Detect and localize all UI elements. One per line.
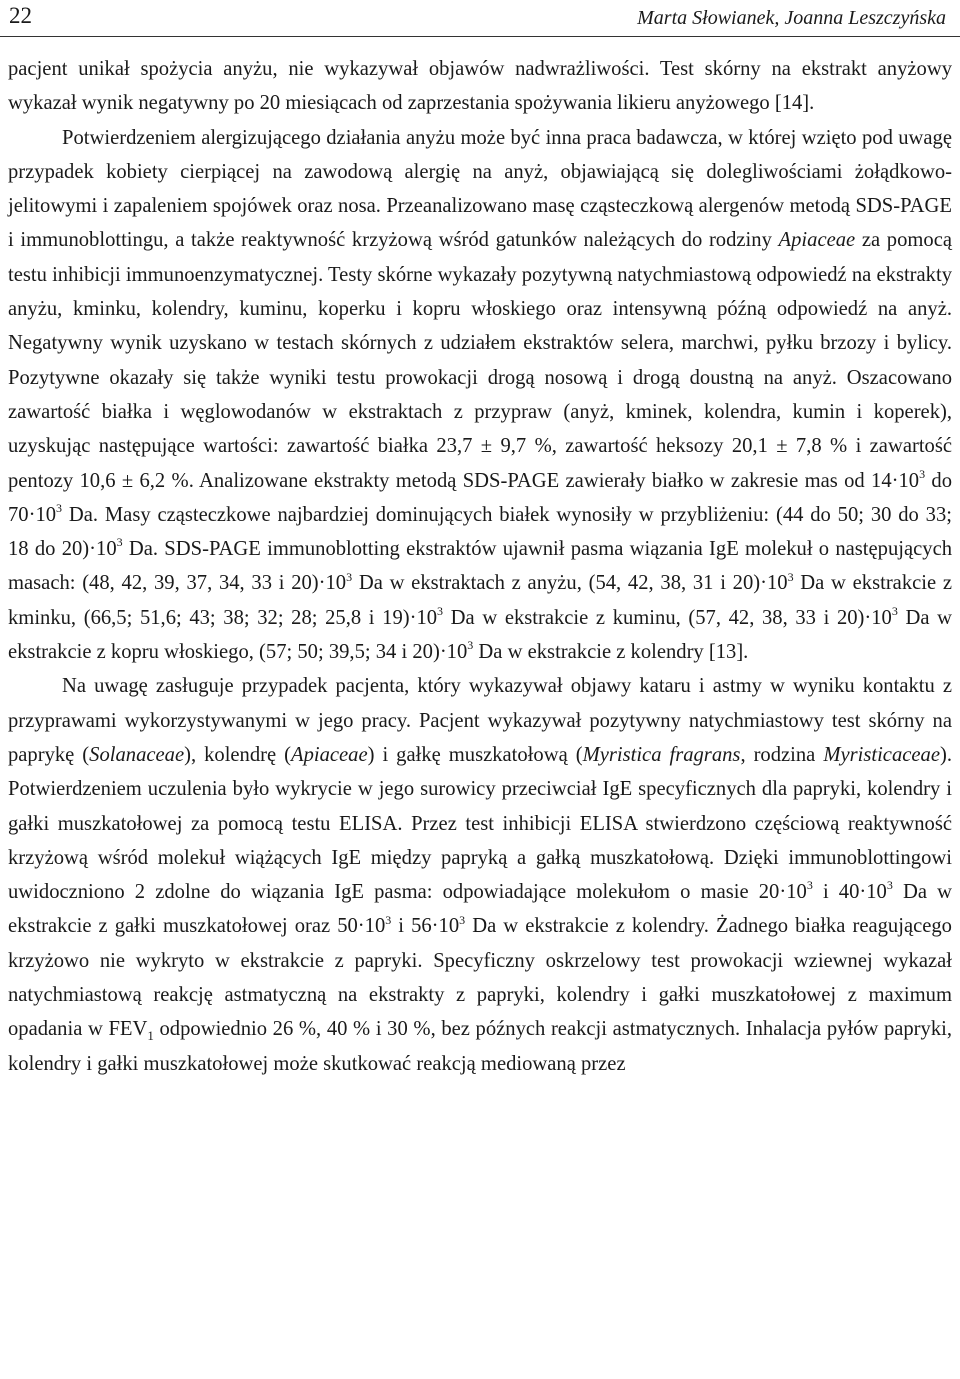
text-run: Da w ekstrakcie z kuminu, (57, 42, 38, 33 i 20)·10 (443, 606, 892, 629)
exponent: 3 (806, 878, 813, 893)
text-run: Da w ekstrakcie z gałki muszkatołowej oraz 50·10 (8, 881, 952, 938)
header-rule (0, 36, 960, 37)
text-run: Da w ekstrakcie z kopru włoskiego, (57; 50; 39,5; 34 i 20)·10 (8, 606, 953, 664)
taxon-name: Myristica fragrans (582, 743, 741, 766)
text-run: Na uwagę zasługuje przypadek pacjenta, który wykazywał objawy kataru i astmy w wyniku kontaktu z przyprawami wykorzystywanymi w jego pracy. Pacjent wykazywał pozytywny natychmiastowy test skórny na paprykę ( (8, 675, 952, 766)
exponent: 3 (891, 603, 898, 618)
paragraph-spice-worker-case (8, 669, 952, 1081)
text-run: za pomocą testu inhibicji immunoenzymatycznej. Testy skórne wykazały pozytywną natychmiastową odpowiedź na ekstrakty anyżu, kminku, kolendry, kuminu, koperku i kopru włoskiego oraz intensywną późną odpowiedź na anyż. Negatywny wynik uzyskano w testach skórnych z udziałem ekstraktów selera, marchwi, pyłku brzozy i bylicy. Pozytywne okazały się także wyniki testu prowokacji drogą nosową i drogą doustną na anyż. Oszacowano zawartość białka i węglowodanów w ekstraktach z przypraw (anyż, kminek, kolendra, kumin i koperek), uzyskując następujące wartości: zawartość białka 23,7 ± 9,7 %, zawartość heksozy 20,1 ± 7,8 % i zawartość pentozy 10,6 ± 6,2 %. Analizowane ekstrakty metodą SDS-PAGE zawierały białko w zakresie mas od 14·10 (8, 229, 952, 492)
text-run: ). Potwierdzeniem uczulenia było wykrycie w jego surowicy przeciwciał IgE specyficznych dla papryki, kolendry i gałki muszkatołowej za pomocą testu ELISA. Przez test inhibicji ELISA stwierdzono częściową reaktywność krzyżową wśród molekuł wiążących IgE między papryką a gałką muszkatołową. Dzięki immunoblottingowi uwidoczniono 2 zdolne do wiązania IgE pasma: odpowiadające molekułom o masie 20·10 (8, 743, 952, 904)
exponent: 3 (886, 878, 893, 893)
text-run: Da w ekstrakcie z kminku, (66,5; 51,6; 43; 38; 32; 28; 25,8 i 19)·10 (8, 572, 952, 629)
text-run: Da w ekstrakcie z kolendry [13]. (473, 641, 749, 664)
text-run: i 40·10 (812, 881, 887, 904)
taxon-name: Solanaceae (89, 743, 185, 766)
paragraph-continuation (8, 52, 952, 121)
text-run: pacjent unikał spożycia anyżu, nie wykazywał objawów nadwrażliwości. Test skórny na ekstrakt anyżowy wykazał wynik negatywny po 20 miesiącach od zaprzestania spożywania likieru anyżowego [14]. (8, 58, 952, 115)
exponent: 3 (919, 466, 926, 481)
text-run: ), kolendrę ( (184, 743, 291, 766)
taxon-name: Apiaceae (291, 743, 368, 766)
taxon-name: Apiaceae (778, 229, 856, 252)
text-run: Da w ekstraktach z anyżu, (54, 42, 38, 31 i 20)·10 (352, 572, 788, 595)
text-run: ) i gałkę muszkatołową ( (367, 743, 583, 766)
taxon-name: Myristicaceae (823, 743, 940, 766)
text-run: Da. SDS-PAGE immunoblotting ekstraktów ujawnił pasma wiązania IgE molekuł o następujących masach: (48, 42, 39, 37, 34, 33 i 20)·10 (8, 538, 953, 595)
page-number: 22 (9, 3, 32, 28)
exponent: 3 (385, 912, 392, 927)
text-run: Da. Masy cząsteczkowe najbardziej dominujących białek wynosiły w przybliżeniu: (44 do 50; 30 do 33; 18 do 20)·10 (8, 503, 952, 561)
exponent: 3 (467, 638, 474, 653)
running-head-authors: Marta Słowianek, Joanna Leszczyńska (637, 7, 946, 29)
exponent: 3 (459, 912, 466, 927)
text-run: i 56·10 (391, 915, 460, 938)
exponent: 3 (56, 501, 63, 515)
body-text (8, 52, 952, 1081)
text-run: , rodzina (740, 743, 824, 766)
text-run: odpowiednio 26 %, 40 % i 30 %, bez późnych reakcji astmatycznych. Inhalacja pyłów papryki, kolendry i gałki muszkatołowej może skutkować reakcją mediowaną przez (8, 1018, 952, 1075)
exponent: 3 (787, 569, 794, 584)
text-run: Potwierdzeniem alergizującego działania anyżu może być inna praca badawcza, w której wzięto pod uwagę przypadek kobiety cierpiącej na zawodową alergię na anyż, objawiającą się dolegliwościami żołądkowo-jelitowymi i zapaleniem spojówek oraz nosa. Przeanalizowano masę cząsteczkową alergenów metodą SDS-PAGE i immunoblottingu, a także reaktywność krzyżową wśród gatunków należących do rodziny (8, 126, 952, 252)
subscript: 1 (147, 1028, 154, 1044)
text-run: Da w ekstrakcie z kolendry. Żadnego białka reagującego krzyżowo nie wykryto w ekstrakcie z papryki. Specyficzny oskrzelowy test prowokacji wziewnej wykazał natychmiastową reakcję astmatyczną na ekstrakty z papryki, kolendry i gałki muszkatołowej z maximum opadania w FEV (8, 915, 952, 1041)
paragraph-anise-study (8, 121, 952, 670)
exponent: 3 (116, 535, 123, 550)
exponent: 3 (437, 603, 444, 618)
text-run: do 70·10 (8, 469, 953, 526)
exponent: 3 (346, 569, 353, 584)
page-header (8, 2, 952, 34)
